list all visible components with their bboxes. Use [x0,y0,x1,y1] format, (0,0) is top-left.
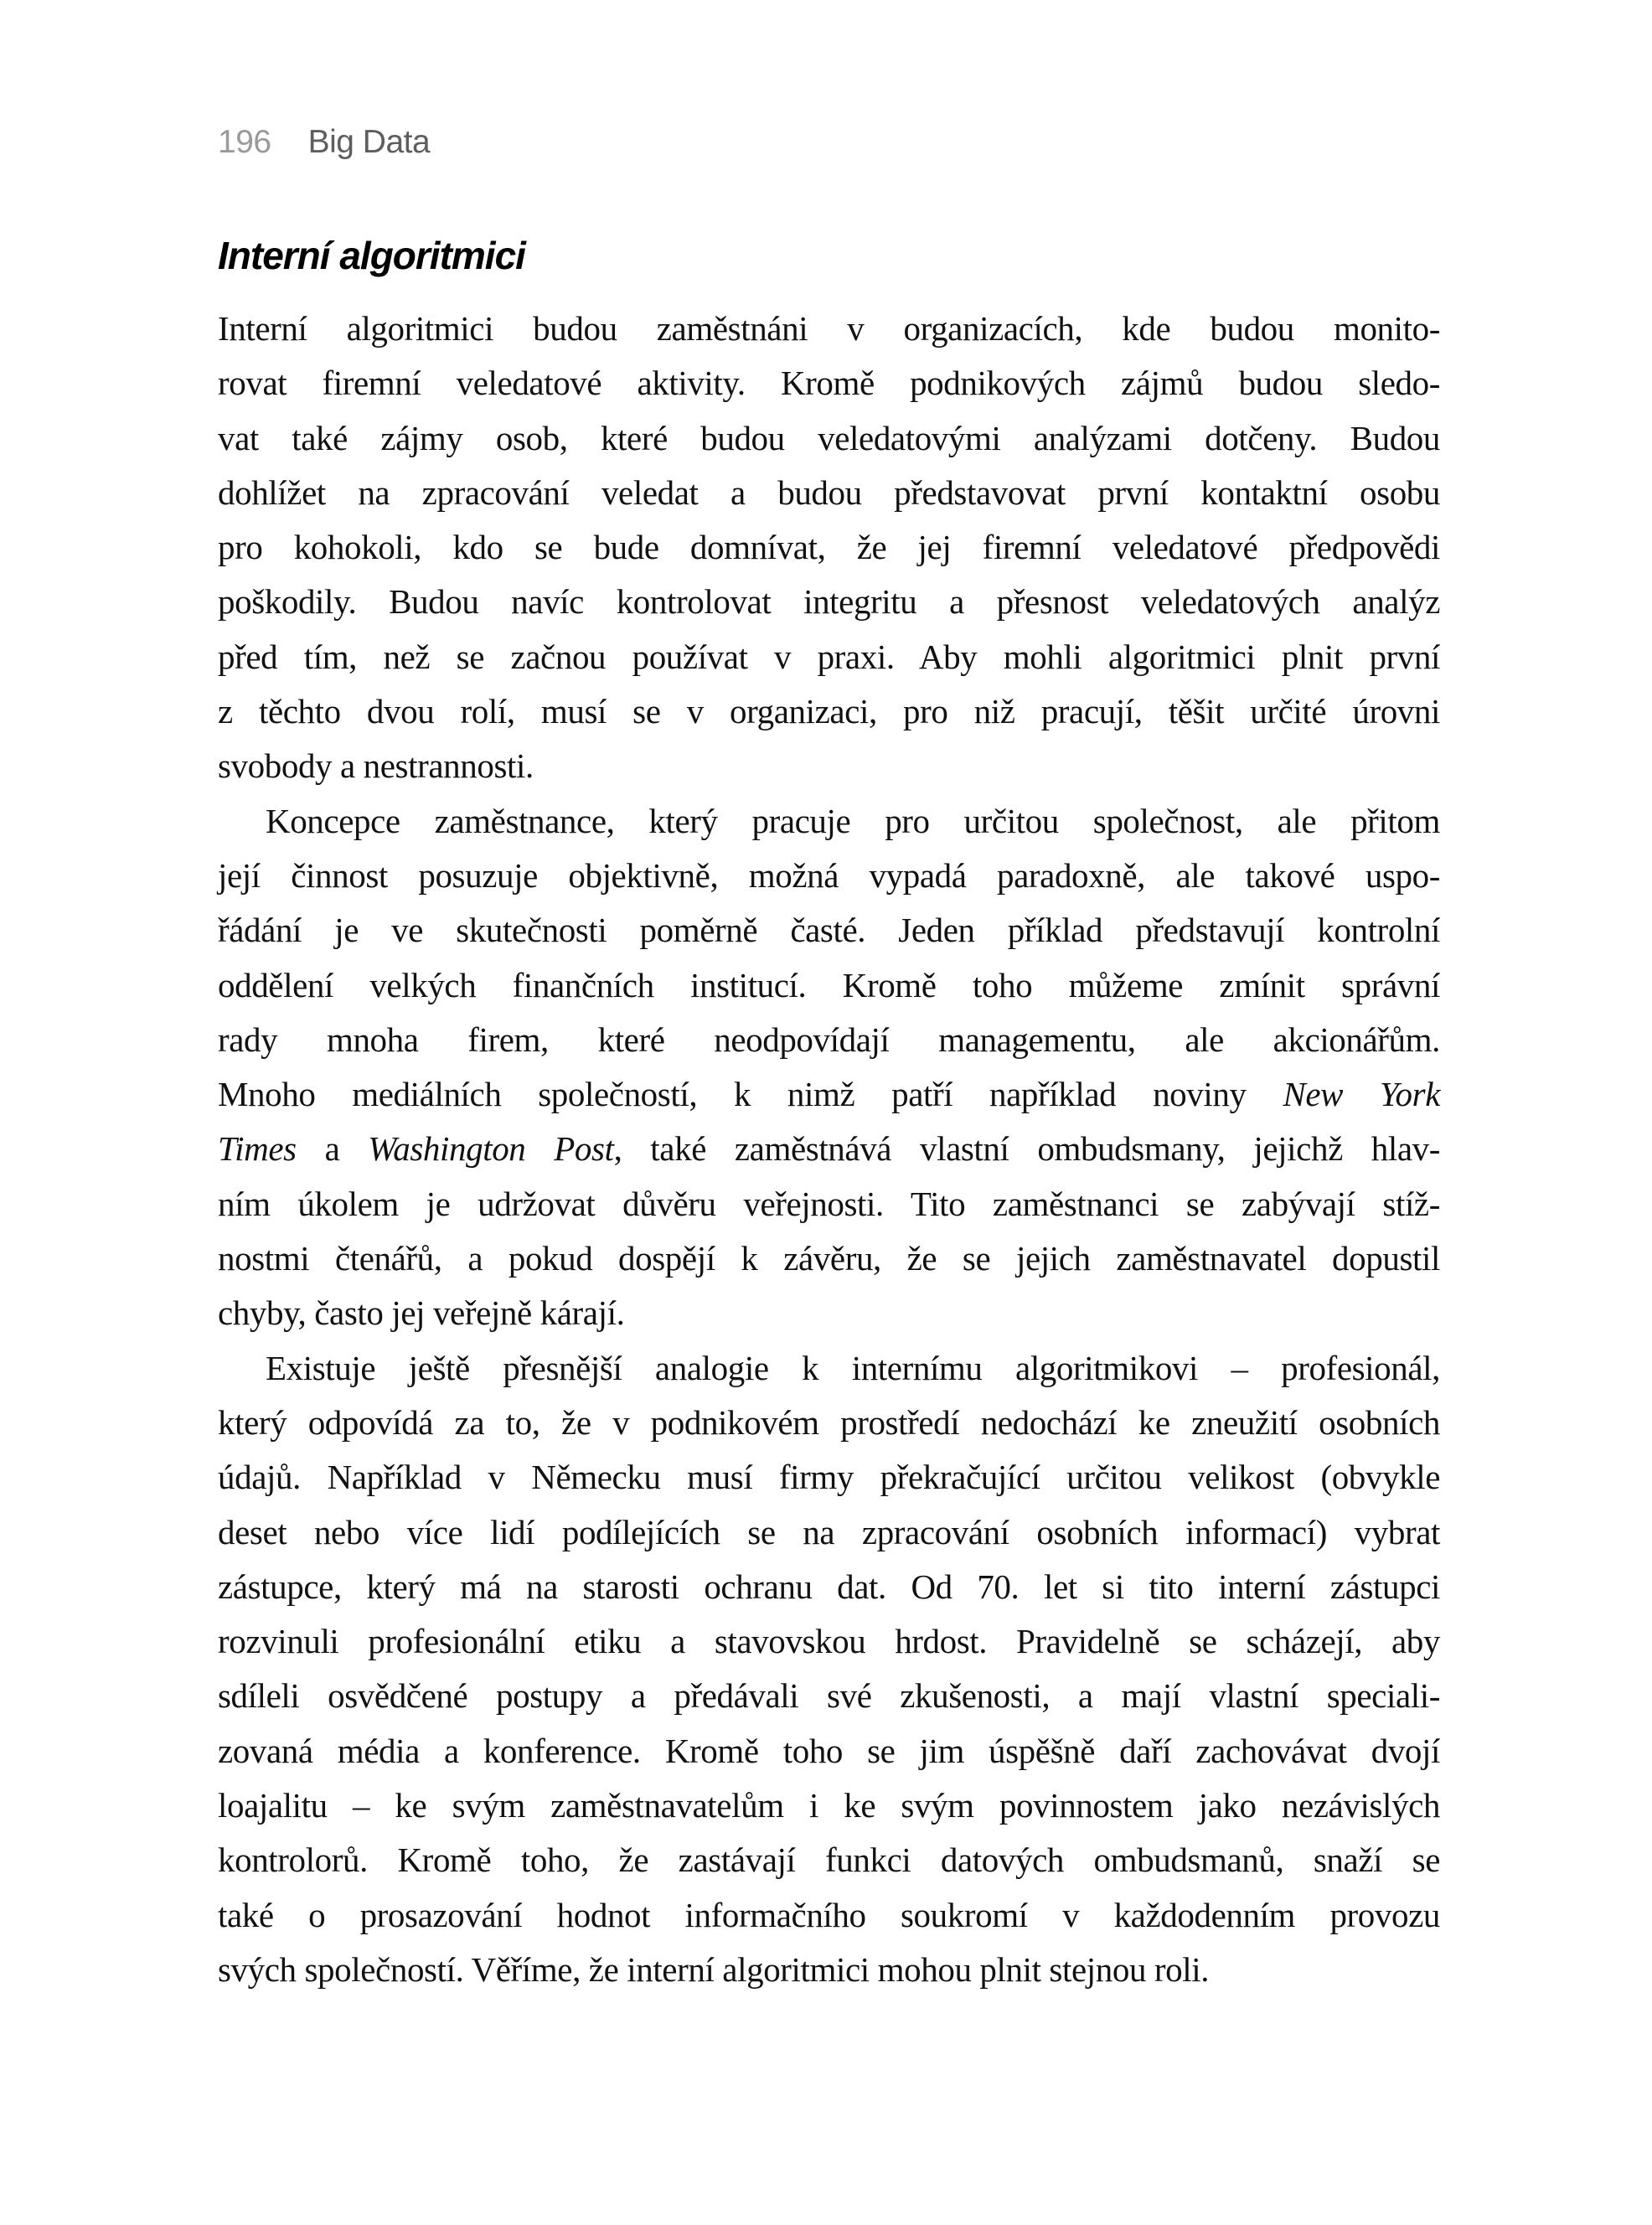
text-line: poškodily. Budou navíc kontrolovat integritu a přesnost veledatových analýz [218,582,1440,622]
page-number: 196 [218,124,271,160]
italic-title: Times [218,1129,297,1169]
text-line: také o prosazování hodnot informačního soukromí v každodenním provozu [218,1895,1440,1934]
text-line: nostmi čtenářů, a pokud dospějí k závěru, že se jejich zaměstnavatel dopustil [218,1239,1440,1278]
text-line: rozvinuli profesionální etiku a stavovskou hrdost. Pravidelně se scházejí, aby [218,1622,1440,1661]
text-line: zástupce, který má na starosti ochranu dat. Od 70. let si tito interní zástupci [218,1567,1440,1606]
text-line: před tím, než se začnou používat v praxi. Aby mohli algoritmici plnit první [218,637,1440,676]
text-line: Interní algoritmici budou zaměstnáni v organizacích, kde budou monito- [218,309,1440,348]
text-line: Existuje ještě přesnější analogie k internímu algoritmikovi – profesionál, [266,1348,1440,1387]
text-line: chyby, často jej veřejně kárají. [218,1293,625,1333]
italic-title: Washington Post [368,1129,614,1169]
text-line: rady mnoha firem, které neodpovídají managementu, ale akcionářům. [218,1020,1440,1059]
text-line [218,1067,1440,1122]
text-line: dohlížet na zpracování veledat a budou představovat první kontaktní osobu [218,472,1440,512]
paragraph [218,302,1440,794]
text-line: svých společností. Věříme, že interní algoritmici mohou plnit stejnou roli. [218,1949,1210,1989]
text-line: ním úkolem je udržovat důvěru veřejnosti. Tito zaměstnanci se zabývají stíž- [218,1184,1440,1223]
text-line: Koncepce zaměstnance, který pracuje pro určitou společnost, ale přitom [266,801,1440,840]
text-line: deset nebo více lidí podílejících se na zpracování osobních informací) vybrat [218,1512,1440,1551]
text-line: řádání je ve skutečnosti poměrně časté. Jeden příklad představují kontrolní [218,911,1440,950]
text-line: údajů. Například v Německu musí firmy překračující určitou velikost (obvykle [218,1458,1440,1497]
paragraph [218,794,1440,1341]
text-line: její činnost posuzuje objektivně, možná vypadá paradoxně, ale takové uspo- [218,855,1440,895]
text-line: zovaná média a konference. Kromě toho se jim úspěšně daří zachovávat dvojí [218,1731,1440,1770]
text-run: Mnoho mediálních společností, k nimž patří například noviny [218,1075,1283,1114]
text-line [218,1122,1440,1176]
text-line: sdíleli osvědčené postupy a předávali své zkušenosti, a mají vlastní speciali- [218,1676,1440,1716]
text-line: loajalitu – ke svým zaměstnavatelům i ke svým povinnostem jako nezávislých [218,1786,1440,1825]
text-line: vat také zájmy osob, které budou veledatovými analýzami dotčeny. Budou [218,418,1440,457]
text-line: pro kohokoli, kdo se bude domnívat, že jej firemní veledatové předpovědi [218,528,1440,567]
italic-title: New York [1283,1075,1440,1114]
running-head [218,124,430,161]
body-text [218,302,1440,1997]
text-run: a [296,1129,369,1169]
section-heading: Interní algoritmici [218,234,525,277]
text-line: svobody a nestrannosti. [218,746,534,786]
text-line: kontrolorů. Kromě toho, že zastávají funkci datových ombudsmanů, snaží se [218,1840,1440,1880]
text-run: , také zaměstnává vlastní ombudsmany, jejichž hlav- [613,1129,1440,1169]
book-title: Big Data [307,124,431,160]
text-line: oddělení velkých finančních institucí. Kromě toho můžeme zmínit správní [218,965,1440,1004]
text-line: z těchto dvou rolí, musí se v organizaci, pro niž pracují, těšit určité úrovni [218,692,1440,731]
text-line: který odpovídá za to, že v podnikovém prostředí nedochází ke zneužití osobních [218,1402,1440,1442]
text-line: rovat firemní veledatové aktivity. Kromě podnikových zájmů budou sledo- [218,364,1440,403]
paragraph [218,1341,1440,1998]
